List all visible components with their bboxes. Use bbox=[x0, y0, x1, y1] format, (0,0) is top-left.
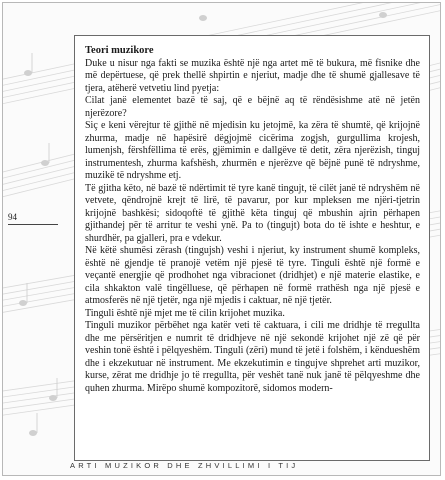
paragraph-environment: Siç e keni vërejtur të gjithë në mjedisin ku jetojmë, ka zëra të shumtë, që krijojnë zhurma, madje në hapësirë dëgjojmë cicërima zogjsh, gurgullima krojesh, lumenjsh, fërshfëllima të erës, gjëmimin e dallgëve të detit, zëra njerëzish, tinguj instrumentesh, zhurma kafshësh, zhurmën e njerëzve që bëjnë punë të ndryshme, muzikë të ndryshme etj. bbox=[85, 120, 420, 182]
paragraph-tones: Të gjitha këto, në bazë të ndërtimit të tyre kanë tingujt, të cilët janë të ndryshëm në vetvete, qëndrojnë krejt të lirë, të pavarur, por kur mpleksen me njëri-tjetrin krijojnë bashkësi; sidoqoftë të gjithë këta tinguj që mbushin ajrin përhapen gjithandej për të arritur te veshi ynë. Pa to (tingujt) bota do të ishte e heshtur, e shurdhër, pa gjalleri, pra e vdekur. bbox=[85, 182, 420, 244]
paragraph-musical-tone: Tinguli muzikor përbëhet nga katër veti të caktuara, i cili me dridhje të rregullta dhe me përsëritjen e numrit të dridhjeve në një sekondë krijohet një zë që për veshin tonë është i pëlqyeshëm. Tinguli (zëri) mund të jetë i folshëm, i këndueshëm dhe i ekzekutuar në instrument. Me ekzekutimin e tingujve shprehet arti muzikor, kurse, zërat me dridhje jo të rregullta, për veshët tanë nuk janë të pëlqyeshme dhe quhen zhurma. Mirëpo shumë kompozitorë, sidomos modern- bbox=[85, 320, 420, 394]
running-footer: ARTI MUZIKOR DHE ZHVILLIMI I TIJ bbox=[70, 461, 299, 470]
section-heading: Teori muzikore bbox=[85, 45, 154, 56]
page-number: 94 bbox=[8, 212, 17, 222]
paragraph-intro: Duke u nisur nga fakti se muzika është një nga artet më të bukura, më fisnike dhe më depërtuese, që prek thellë shpirtin e njeriut, madje dhe të shumë gjallesave të tjera, atëherë vetvetiu lind pyetja: bbox=[85, 57, 420, 94]
paragraph-tone-definition: Tinguli është një mjet me të cilin krijohet muzika. bbox=[85, 307, 285, 319]
paragraph-ear: Në këtë shumësi zërash (tingujsh) veshi i njeriut, ky instrument shumë kompleks, është në gjendje të pranojë vetëm një pjesë të tyre. Tinguli është një formë e veçantë energjie që prodhohet nga vibracionet (dridhjet) e një materie elastike, e cila shkakton valë tingëlluese, që përhapen në formë rrathësh nga një pjesë e atmosferës në një tjetër, nga një mjedis i caktuar, në një tjetër. bbox=[85, 245, 420, 307]
page-number-rule bbox=[8, 224, 58, 225]
text-box bbox=[74, 35, 430, 461]
paragraph-question: Cilat janë elementet bazë të saj, që e bëjnë aq të rëndësishme atë në jetën njerëzore? bbox=[85, 95, 420, 119]
